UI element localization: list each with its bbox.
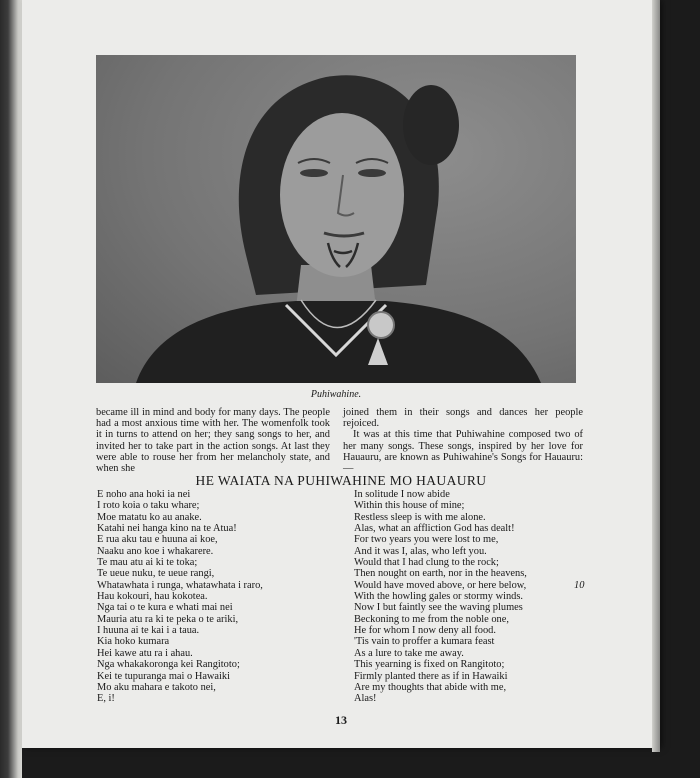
verse-line: This yearning is fixed on Rangitoto; bbox=[354, 659, 505, 671]
intro-paragraph: It was at this time that Puhiwahine composed two of her many songs. These songs, inspired by her love for Hauauru, are known as Puhiwahine's Songs for Hauauru:— bbox=[343, 429, 583, 475]
verse-line: E, i! bbox=[97, 693, 115, 705]
song-title: HE WAIATA NA PUHIWAHINE MO HAUAURU bbox=[195, 473, 487, 488]
verse-line: Katahi nei hanga kino na te Atua! bbox=[97, 523, 237, 535]
verse-line: Mo aku mahara e takoto nei, bbox=[97, 681, 216, 693]
portrait-photo bbox=[96, 55, 576, 383]
verse-line: I huuna ai te kai i a taua. bbox=[97, 625, 200, 637]
verse-line: Te ueue nuku, te ueue rangi, bbox=[97, 568, 215, 580]
english-verse bbox=[354, 489, 527, 705]
intro-right-column bbox=[343, 407, 583, 474]
verse-line: Would have moved above, or here below, bbox=[354, 579, 527, 591]
verse-line: Beckoning to me from the noble one, bbox=[354, 613, 509, 625]
verse-line: Hei kawe atu ra i ahau. bbox=[97, 647, 193, 659]
maori-verse bbox=[97, 489, 263, 705]
verse-line: Nga tai o te kura e whati mai nei bbox=[97, 602, 233, 614]
verse-line: For two years you were lost to me, bbox=[354, 534, 499, 546]
verse-line: Kei te tupuranga mai o Hawaiki bbox=[97, 670, 231, 682]
verse-line: Firmly planted there as if in Hawaiki bbox=[354, 670, 508, 682]
verse-line: Whatawhata i runga, whatawhata i raro, bbox=[97, 579, 263, 591]
verse-line: In solitude I now abide bbox=[354, 489, 450, 500]
verse-line: Te mau atu ai ki te toka; bbox=[97, 557, 198, 569]
intro-left-column bbox=[96, 407, 330, 474]
verse-line: E rua aku tau e huuna ai koe, bbox=[97, 534, 218, 546]
verse-line: 'Tis vain to proffer a kumara feast bbox=[354, 636, 495, 648]
verse-line: Restless sleep is with me alone. bbox=[354, 511, 486, 523]
verse-line: Then nought on earth, nor in the heavens, bbox=[354, 568, 527, 580]
verse-line: Within this house of mine; bbox=[354, 500, 465, 512]
verse-line: Moe matatu ko au anake. bbox=[97, 511, 202, 523]
verse-line: With the howling gales or stormy winds. bbox=[354, 591, 523, 603]
verse-line: Are my thoughts that abide with me, bbox=[354, 681, 507, 693]
verse-line: And it was I, alas, who left you. bbox=[354, 545, 487, 557]
page-number: 13 bbox=[335, 713, 347, 727]
verse-line: E noho ana hoki ia nei bbox=[97, 489, 191, 500]
verse-line: I roto koia o taku whare; bbox=[97, 500, 200, 512]
verse-line: Now I but faintly see the waving plumes bbox=[354, 602, 523, 614]
intro-paragraph: became ill in mind and body for many days. The people had a most anxious time with her. The womenfolk took it in turns to attend on her; they sang songs to her, and invited her to take part in the action songs. At last they were able to rouse her from her melancholy state, and when she bbox=[96, 407, 330, 475]
verse-line: Alas! bbox=[354, 693, 377, 705]
verse-line: Hau kokouri, hau kokotea. bbox=[97, 591, 208, 603]
verse-line: Would that I had clung to the rock; bbox=[354, 557, 499, 569]
verse-line: Nga whakakoronga kei Rangitoto; bbox=[97, 659, 240, 671]
photo-caption: Puhiwahine. bbox=[310, 389, 362, 400]
scan-edge bbox=[0, 0, 22, 778]
verse-line: Naaku ano koe i whakarere. bbox=[97, 545, 214, 557]
verse-line: Alas, what an affliction God has dealt! bbox=[354, 523, 515, 535]
page-edge bbox=[652, 0, 660, 752]
intro-paragraph: joined them in their songs and dances her people rejoiced. bbox=[343, 407, 583, 430]
verse-line: He for whom I now deny all food. bbox=[354, 625, 496, 637]
line-number-marker: 10 bbox=[574, 580, 585, 591]
verse-line: As a lure to take me away. bbox=[354, 647, 464, 659]
verse-line: Kia hoko kumara bbox=[97, 636, 170, 648]
portrait-illustration bbox=[96, 55, 576, 383]
verse-line: Mauria atu ra ki te peka o te ariki, bbox=[97, 613, 239, 625]
